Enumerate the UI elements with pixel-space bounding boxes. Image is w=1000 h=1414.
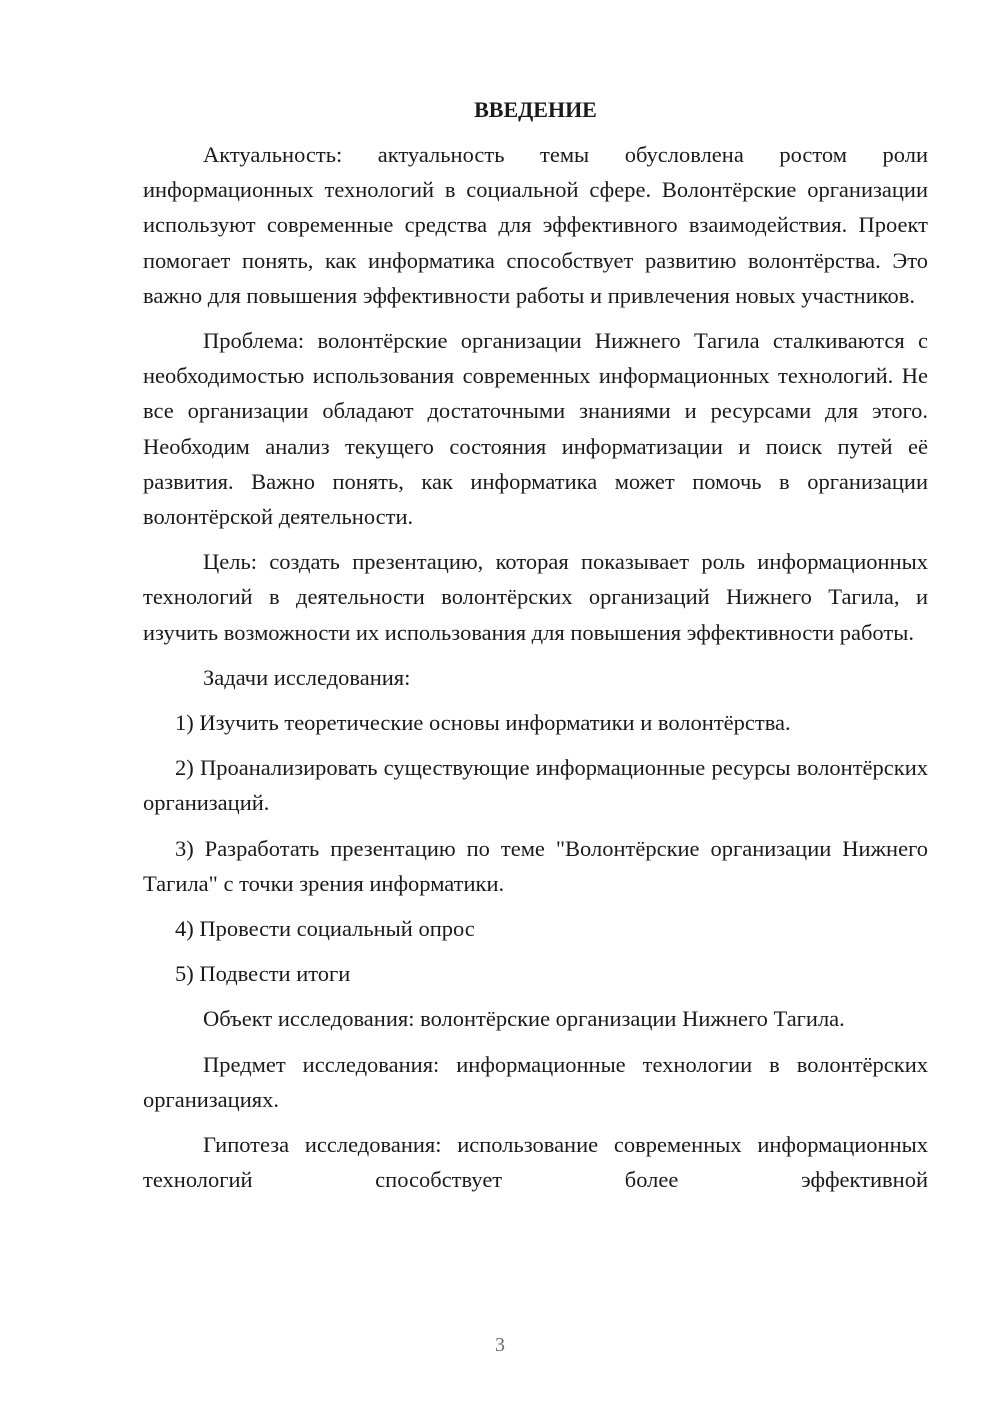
task-item-5: 5) Подвести итоги (175, 961, 351, 987)
paragraph-hypothesis: Гипотеза исследования: использование современных информационных технологий способствует более эффективной (143, 1132, 928, 1193)
page-number: 3 (495, 1334, 505, 1356)
document-body (143, 95, 928, 1207)
paragraph-relevance: Актуальность: актуальность темы обусловлена ростом роли информационных технологий в социальной сфере. Волонтёрские организации используют современные средства для эффективного взаимодействия. Проект помогает понять, как информатика способствует развитию волонтёрства. Это важно для повышения эффективности работы и привлечения новых участников. (143, 142, 928, 308)
paragraph-subject: Предмет исследования: информационные технологии в волонтёрских организациях. (143, 1051, 928, 1112)
task-item-2: 2) Проанализировать существующие информационные ресурсы волонтёрских организаций. (143, 755, 928, 816)
task-item-4: 4) Провести социальный опрос (175, 916, 475, 942)
paragraph-object: Объект исследования: волонтёрские организации Нижнего Тагила. (203, 1006, 845, 1032)
paragraph-problem: Проблема: волонтёрские организации Нижнего Тагила сталкиваются с необходимостью использования современных информационных технологий. Не все организации обладают достаточными знаниями и ресурсами для этого. Необходим анализ текущего состояния информатизации и поиск путей её развития. Важно понять, как информатика может помочь в организации волонтёрской деятельности. (143, 328, 928, 530)
task-item-1: 1) Изучить теоретические основы информатики и волонтёрства. (175, 710, 791, 736)
section-title: ВВЕДЕНИЕ (474, 97, 597, 122)
tasks-heading: Задачи исследования: (203, 664, 411, 690)
task-item-3: 3) Разработать презентацию по теме "Волонтёрские организации Нижнего Тагила" с точки зрения информатики. (143, 835, 928, 896)
paragraph-goal: Цель: создать презентацию, которая показывает роль информационных технологий в деятельности волонтёрских организаций Нижнего Тагила, и изучить возможности их использования для повышения эффективности работы. (143, 549, 928, 645)
